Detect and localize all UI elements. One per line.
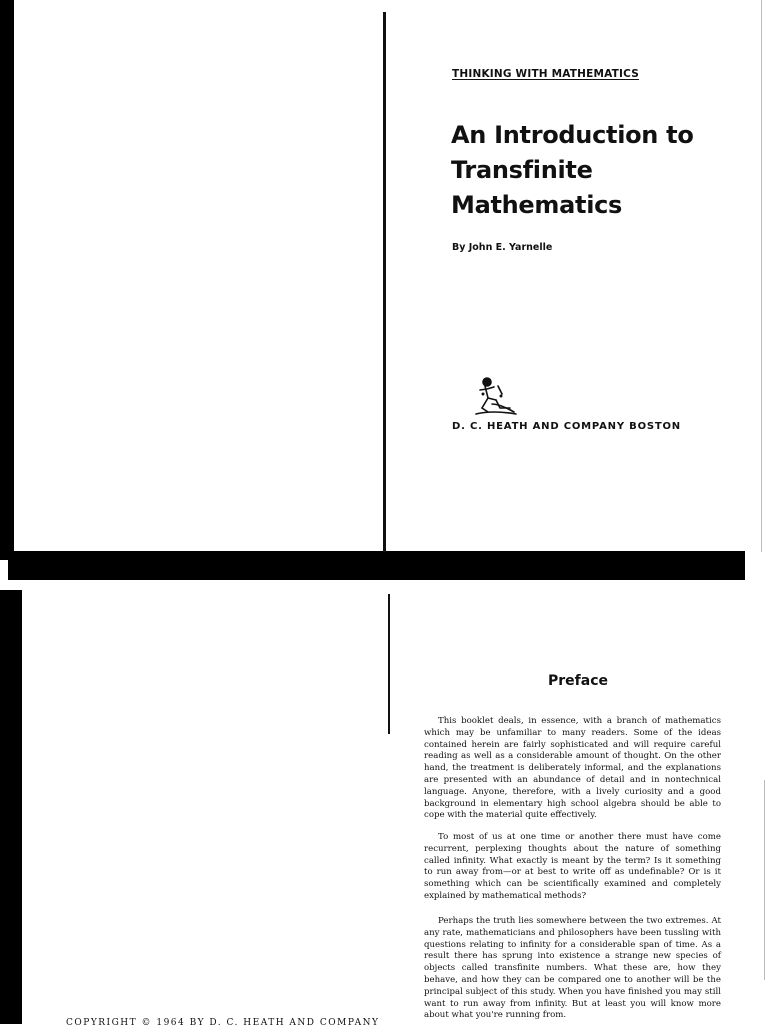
spread-separator-band <box>8 551 745 580</box>
publisher-line: D. C. HEATH AND COMPANY BOSTON <box>452 421 681 432</box>
copyright-line: COPYRIGHT © 1964 BY D. C. HEATH AND COMPANY <box>66 1018 380 1028</box>
author-line: By John E. Yarnelle <box>452 242 553 253</box>
book-title-line-2: Transfinite <box>451 156 593 184</box>
book-title <box>451 118 694 223</box>
book-title-line-1: An Introduction to <box>451 121 694 149</box>
top-gutter-line <box>383 12 386 552</box>
bottom-spread-left-edge <box>0 590 22 1024</box>
book-title-line-3: Mathematics <box>451 191 623 219</box>
series-title: THINKING WITH MATHEMATICS <box>452 68 640 80</box>
preface-paragraph-1: This booklet deals, in essence, with a branch of mathematics which may be unfamiliar to many readers. Some of the ideas contained herein are fairly sophisticated and will require careful reading as well as a considerable amount of thought. On the other hand, the treatment is deliberately informal, and the explanations are presented with an abundance of detail and in nontechnical language. Anyone, therefore, with a lively curiosity and a good background in elementary high school algebra should be able to cope with the material quite effectively. <box>424 716 721 821</box>
bottom-gutter-line <box>388 594 390 734</box>
preface-heading: Preface <box>548 673 608 689</box>
preface-paragraph-2: To most of us at one time or another there must have come recurrent, perplexing thoughts about the nature of something called infinity. What exactly is meant by the term? Is it something to run away from—or at best to write off as undefinable? Or is it something which can be scientifically examined and completely explained by mathematical methods? <box>424 832 721 901</box>
top-spread-left-edge <box>0 0 14 560</box>
preface-paragraph-3: Perhaps the truth lies somewhere between the two extremes. At any rate, mathematicians and philosophers have been tussling with questions relating to infinity for a considerable span of time. As a result there has sprung into existence a strange new species of objects called transfinite numbers. What these are, how they behave, and how they can be compared one to another will be the principal subject of this study. When you have finished you may still want to run away from infinity. But at least you will know more about what you're running from. <box>424 916 721 1021</box>
publisher-emblem-icon <box>470 374 520 418</box>
bottom-right-margin-line <box>764 780 765 980</box>
top-right-margin-line <box>761 0 762 552</box>
